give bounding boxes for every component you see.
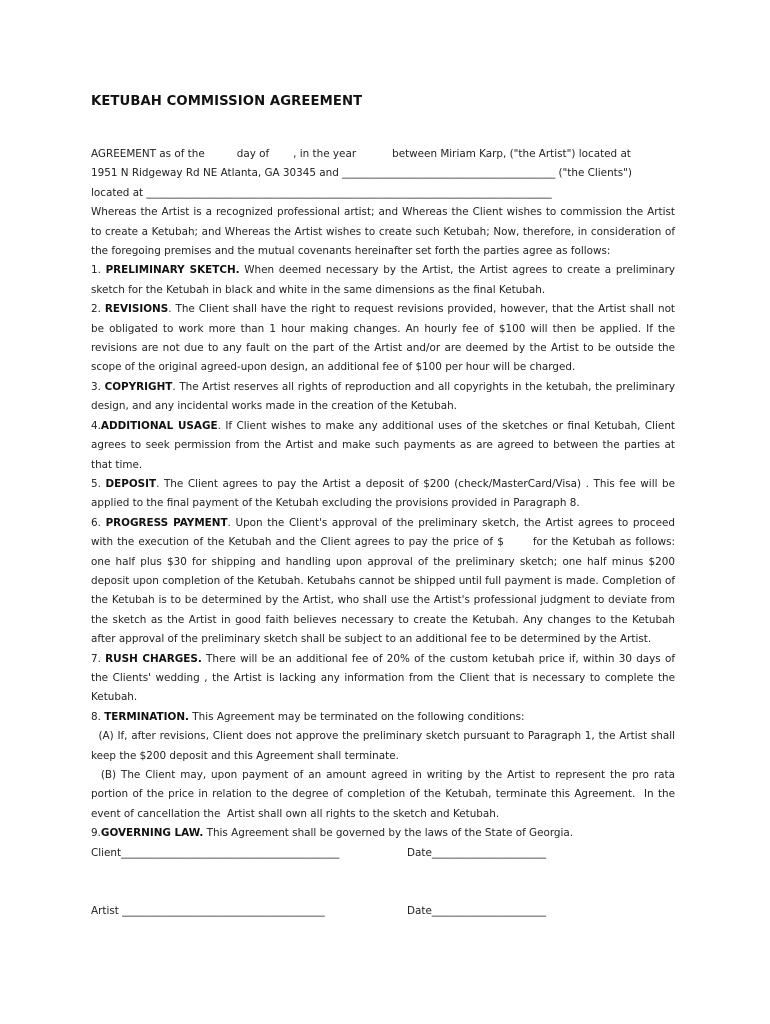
- clause-number: 7.: [91, 652, 106, 665]
- artist-date-label: Date______________________: [407, 905, 547, 917]
- clause-paragraph: [91, 300, 679, 378]
- clause-number: 1.: [91, 264, 106, 277]
- agreement-body: [91, 145, 679, 844]
- clause-text: . The Artist reserves all rights of reproduction and all copyrights in the ketubah, the preliminary design, and any incidental works made in the creation of the Ketubah.: [91, 380, 679, 413]
- whereas-paragraph: Whereas the Artist is a recognized professional artist; and Whereas the Client wishes to commission the Artist to create a Ketubah; and Whereas the Artist wishes to create such Ketubah; Now, therefore, in consideration of the foregoing premises and the mutual covenants hereinafter set forth the parties agree as follows:: [91, 206, 675, 258]
- clause-governing-law: [91, 824, 675, 843]
- intro-text-between: between Miriam Karp, ("the Artist") located at: [392, 148, 631, 160]
- clause-number: 4.: [91, 419, 101, 432]
- clause-paragraph: [91, 378, 679, 417]
- clause-number: 5.: [91, 477, 106, 490]
- clause-heading: TERMINATION.: [104, 710, 189, 723]
- clause-number: 3.: [91, 380, 105, 393]
- client-signature-line: [91, 847, 547, 859]
- document-title: KETUBAH COMMISSION AGREEMENT: [91, 94, 363, 109]
- clause-paragraph: [91, 475, 679, 514]
- clauses-list: [91, 261, 679, 727]
- intro-text-agreement: AGREEMENT as of the: [91, 148, 205, 160]
- clause-heading: DEPOSIT: [105, 477, 157, 490]
- artist-signature-label: Artist _______________________________________: [91, 905, 325, 917]
- clause-text: . The Client shall have the right to request revisions provided, however, that the Artist shall not be obligated to work more than 1 hour making changes. An hourly fee of $100 will then be applied. If the revisions are not due to any fault on the part of the Artist and/or are deemed by the Artist to be outside the scope of the original agreed-upon design, an additional fee of $100 per hour will be charged.: [91, 303, 679, 374]
- intro-text-year: , in the year: [293, 148, 357, 160]
- clause-heading: ADDITIONAL USAGE: [100, 419, 218, 432]
- termination-condition-b: (B) The Client may, upon payment of an amount agreed in writing by the Artist to represent the pro rata portion of the price in relation to the degree of completion of the Ketubah, terminate this Agreement. In the event of cancellation the Artist shall own all rights to the sketch and Ketubah.: [91, 769, 679, 820]
- clause-number: 8.: [91, 710, 105, 723]
- client-signature-label: Client__________________________________________: [91, 847, 340, 859]
- intro-line-3: located at ______________________________________________________________________________: [91, 186, 552, 199]
- termination-condition-a: (A) If, after revisions, Client does not approve the preliminary sketch pursuant to Paragraph 1, the Artist shall keep the $200 deposit and this Agreement shall terminate.: [91, 730, 679, 762]
- clause-text: When deemed necessary by the Artist, the Artist agrees to create a preliminary sketch for the Ketubah in black and white in the same dimensions as the final Ketubah.: [91, 264, 679, 296]
- clause-heading: GOVERNING LAW.: [100, 827, 204, 840]
- clause-heading: PROGRESS PAYMENT: [105, 516, 228, 529]
- clause-number: 6.: [91, 516, 106, 529]
- clause-paragraph: [91, 650, 679, 708]
- artist-signature-line: [91, 905, 547, 917]
- clause-paragraph: [91, 514, 679, 650]
- intro-text-day: day of: [236, 148, 270, 160]
- clause-text: There will be an additional fee of 20% of the custom ketubah price if, within 30 days of the Clients' wedding , the Artist is lacking any information from the Client that is necessary to complete the Ketubah.: [91, 652, 679, 704]
- intro-line-1: [91, 145, 675, 164]
- clause-heading: REVISIONS: [104, 303, 169, 316]
- clause-heading: COPYRIGHT: [104, 380, 173, 393]
- clause-heading: RUSH CHARGES.: [105, 652, 202, 665]
- clause-text: . If Client wishes to make any additional uses of the sketches or final Ketubah, Client agrees to seek permission from the Artist and make such payments as are agreed to between the parties at that time.: [91, 419, 679, 471]
- clause-paragraph: [91, 708, 675, 727]
- client-date-label: Date______________________: [407, 847, 547, 859]
- clause-text: . Upon the Client's approval of the preliminary sketch, the Artist agrees to proceed with the execution of the Ketubah and the Client agrees to pay the price of $ for the Ketubah as follows: one half plus $30 for shipping and handling upon approval of the preliminary sketch; one half minus $200 deposit upon completion of the Ketubah. Ketubahs cannot be shipped until full payment is made. Completion of the Ketubah is to be determined by the Artist, who shall use the Artist's professional judgment to deviate from the sketch as the Artist in good faith believes necessary to create the Ketubah. Any changes to the Ketubah after approval of the preliminary sketch shall be subject to an additional fee to be determined by the Artist.: [91, 516, 679, 646]
- clause-heading: PRELIMINARY SKETCH.: [105, 264, 240, 277]
- intro-line-2: 1951 N Ridgeway Rd NE Atlanta, GA 30345 and _________________________________________ ("the Clients"): [91, 167, 632, 180]
- clause-text: This Agreement may be terminated on the following conditions:: [188, 710, 525, 723]
- clause-number: 2.: [91, 303, 105, 316]
- clause-paragraph: [91, 417, 679, 475]
- clause-paragraph: [91, 261, 679, 300]
- clause-text: . The Client agrees to pay the Artist a deposit of $200 (check/MasterCard/Visa) . This fee will be applied to the final payment of the Ketubah excluding the provisions provided in Paragraph 8.: [91, 477, 679, 510]
- clause-text: This Agreement shall be governed by the laws of the State of Georgia.: [203, 827, 574, 840]
- clause-number: 9.: [91, 827, 101, 840]
